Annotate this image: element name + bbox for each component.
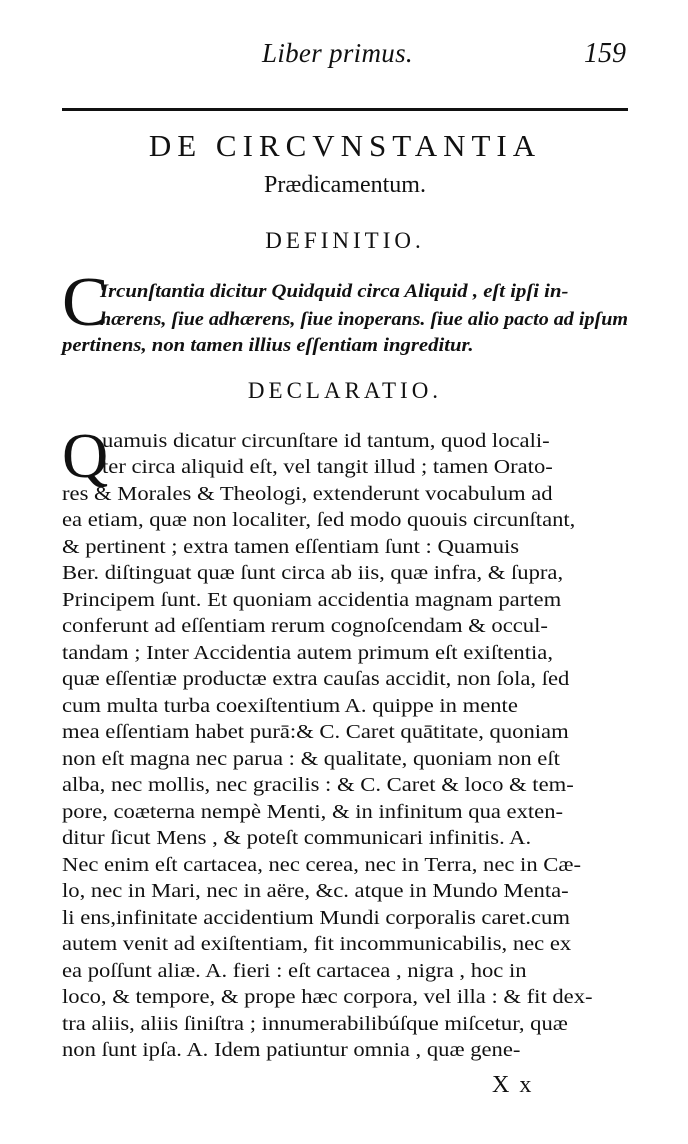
body-line: alba, nec mollis, nec gracilis : & C. Caret & loco & tem- [62, 774, 574, 796]
body-line: Ber. diſtinguat quæ ſunt circa ab iis, quæ infra, & ſupra, [62, 562, 564, 584]
declaration-drop-cap: Q [62, 420, 109, 491]
body-line: tra aliis, aliis ſiniſtra ; innumerabilibúſque miſcetur, quæ [62, 1013, 568, 1035]
running-title: Liber primus. [262, 38, 413, 68]
body-line: quæ eſſentiæ productæ extra cauſas accidit, non ſola, ſed [62, 668, 570, 690]
body-line: cum multa turba coexiſtentium A. quippe in mente [62, 695, 518, 717]
body-line: autem venit ad exiſtentiam, fit incommunicabilis, nec ex [62, 933, 572, 955]
definition-line: pertinens, non tamen illius eſſentiam ingreditur. [62, 336, 474, 356]
definition-line: Ircunſtantia dicitur Quidquid circa Aliquid , eſt ipſi in- [100, 282, 569, 302]
header-rule [62, 108, 628, 111]
body-line: non eſt magna nec parua : & qualitate, quoniam non eſt [62, 748, 560, 770]
body-line: loco, & tempore, & prope hæc corpora, vel illa : & fit dex- [62, 986, 593, 1008]
body-line: res & Morales & Theologi, extenderunt vocabulum ad [62, 483, 553, 505]
body-line: & pertinent ; extra tamen eſſentiam ſunt : Quamuis [62, 536, 520, 558]
body-line: uamuis dicatur circunſtare id tantum, quod locali- [102, 430, 550, 452]
catchword: X x [492, 1072, 534, 1098]
body-line: conferunt ad eſſentiam rerum cognoſcendam & occul- [62, 615, 548, 637]
body-line: ditur ſicut Mens , & poteſt communicari infinitis. A. [62, 827, 532, 849]
declaration-heading: DECLARATIO. [247, 378, 443, 403]
page-number: 159 [584, 38, 626, 69]
definition-heading: DEFINITIO. [265, 228, 425, 253]
definition-line: hærens, ſiue adhærens, ſiue inoperans. ſiue alio pacto ad ipſum [100, 310, 628, 330]
definition-drop-cap: C [62, 264, 109, 341]
chapter-title: DE CIRCVNSTANTIA [148, 128, 542, 163]
chapter-subtitle: Prædicamentum. [264, 172, 426, 198]
body-line: mea eſſentiam habet purā:& C. Caret quātitate, quoniam [62, 721, 569, 743]
body-line: li ens,infinitate accidentium Mundi corporalis caret.cum [62, 907, 570, 929]
body-line: lo, nec in Mari, nec in aëre, &c. atque in Mundo Menta- [62, 880, 569, 902]
body-line: ea etiam, quæ non localiter, ſed modo quouis circunſtant, [62, 509, 576, 531]
body-line: tandam ; Inter Accidentia autem primum eſt exiſtentia, [62, 642, 553, 664]
definition-paragraph [62, 264, 628, 364]
body-line: Principem ſunt. Et quoniam accidentia magnam partem [62, 589, 562, 611]
body-line: ea poſſunt aliæ. A. fieri : eſt cartacea , nigra , hoc in [62, 960, 527, 982]
body-line: non ſunt ipſa. A. Idem patiuntur omnia , quæ gene- [62, 1039, 521, 1061]
body-line: ter circa aliquid eſt, vel tangit illud ; tamen Orato- [102, 456, 553, 478]
body-line: Nec enim eſt cartacea, nec cerea, nec in Terra, nec in Cæ- [62, 854, 581, 876]
body-line: pore, coæterna nempè Menti, & in infinitum qua exten- [62, 801, 564, 823]
